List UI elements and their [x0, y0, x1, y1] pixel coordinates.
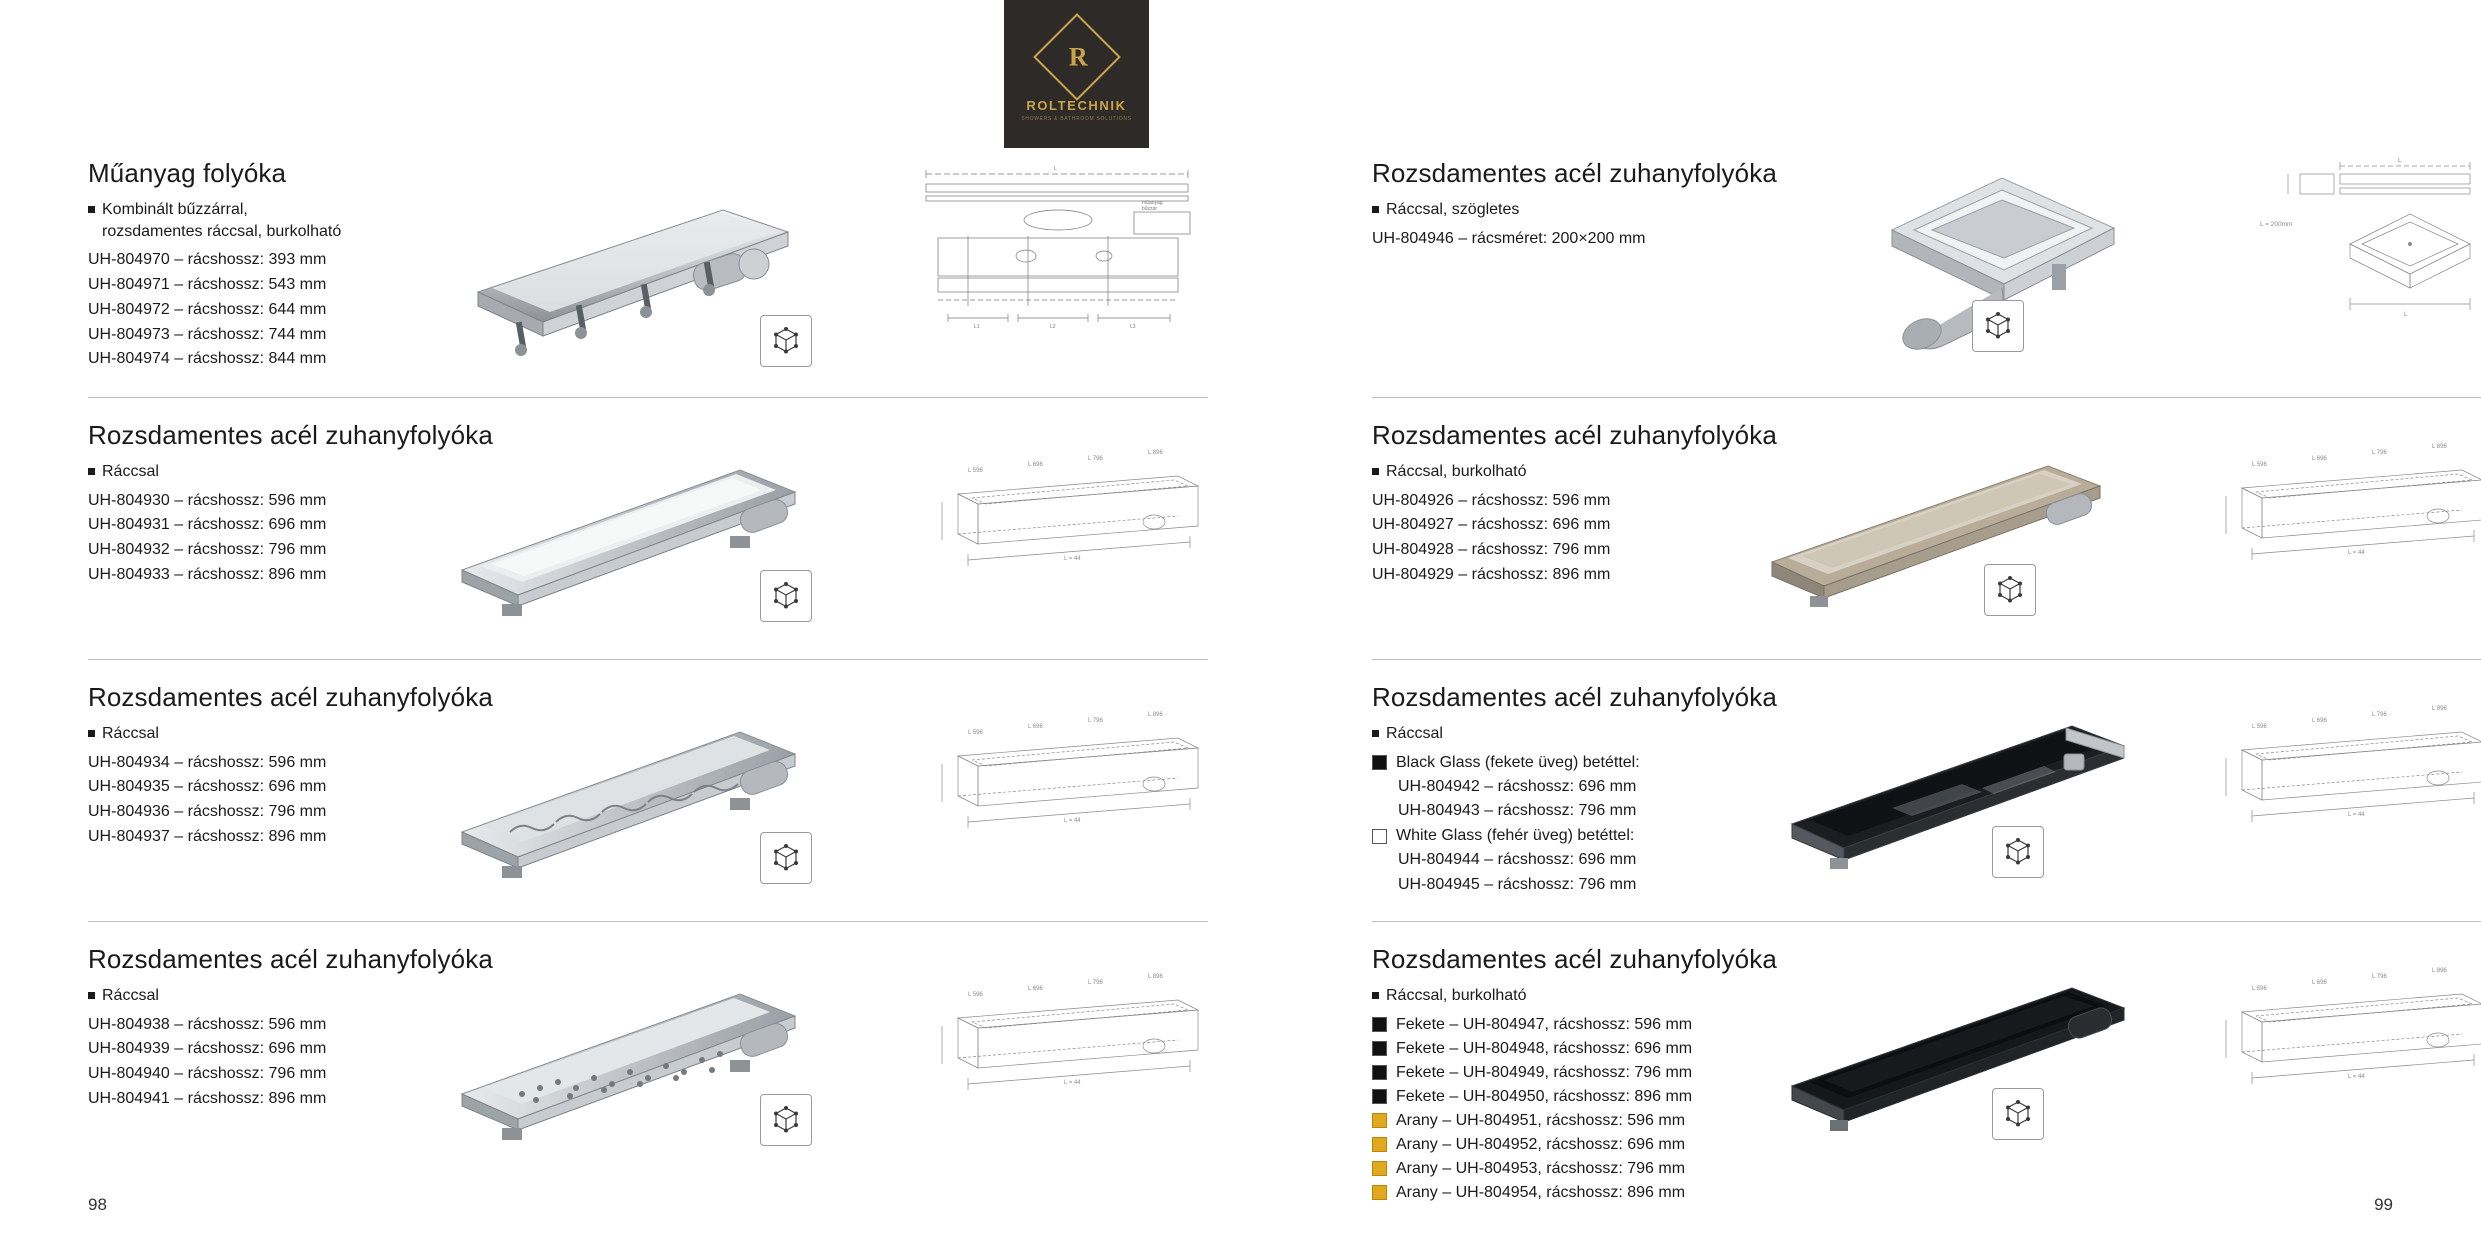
product-title: Rozsdamentes acél zuhanyfolyóka	[1372, 420, 1777, 450]
bullet-square-icon	[88, 206, 95, 213]
product-subtitle-line1: Ráccsal	[102, 987, 159, 1004]
tech-label: L 896	[2432, 444, 2447, 450]
3d-model-badge[interactable]	[760, 1094, 812, 1146]
tech-label: L = 44	[2348, 812, 2365, 818]
product-code: UH-804974 – rácshossz: 844 mm	[88, 350, 327, 368]
technical-drawing	[2212, 960, 2481, 1120]
logo-tagline: SHOWERS & BATHROOM SOLUTIONS	[1021, 116, 1132, 122]
svg-text:bűzzár: bűzzár	[1142, 206, 1158, 212]
product-code: UH-804936 – rácshossz: 796 mm	[88, 803, 327, 821]
brand-logo	[1004, 0, 1149, 148]
bullet-square-icon	[88, 730, 95, 737]
product-text	[1372, 150, 1932, 251]
product-block-rozsdamentes-szogletes	[1372, 150, 2481, 398]
tech-label: L = 44	[1064, 556, 1081, 562]
svg-text:L1: L1	[974, 324, 980, 330]
3d-model-badge[interactable]	[1984, 564, 2036, 616]
logo-name: ROLTECHNIK	[1026, 98, 1127, 113]
product-code: UH-804943 – rácshossz: 796 mm	[1398, 802, 1637, 820]
product-block-rozsdamentes-glass	[1372, 674, 2481, 922]
bullet-square-icon	[88, 992, 95, 999]
tech-label: L 796	[1088, 980, 1103, 986]
technical-drawing	[928, 966, 1218, 1126]
tech-label: L 596	[2252, 986, 2267, 992]
color-swatch-black-icon	[1372, 1065, 1387, 1080]
product-photo	[1752, 426, 2112, 626]
product-code: UH-804930 – rácshossz: 596 mm	[88, 491, 327, 509]
product-code: UH-804942 – rácshossz: 696 mm	[1398, 777, 1637, 795]
variant-line	[1372, 1157, 1932, 1181]
product-subtitle-line1: Ráccsal, szögletes	[1386, 201, 1520, 218]
product-code: UH-804940 – rácshossz: 796 mm	[88, 1065, 327, 1083]
product-title: Rozsdamentes acél zuhanyfolyóka	[88, 420, 493, 450]
tech-label: L = 200mm	[2260, 221, 2293, 228]
technical-drawing	[2212, 698, 2481, 858]
technical-drawing	[2212, 436, 2481, 596]
product-code: UH-804928 – rácshossz: 796 mm	[1372, 541, 1611, 559]
product-code: UH-804929 – rácshossz: 896 mm	[1372, 565, 1611, 583]
product-block-rozsdamentes-raccsal-2	[88, 674, 1208, 922]
variant-group-label: White Glass (fehér üveg) betéttel:	[1396, 827, 1635, 845]
product-title: Műanyag folyóka	[88, 158, 287, 188]
color-swatch-gold-icon	[1372, 1185, 1387, 1200]
bullet-square-icon	[88, 468, 95, 475]
product-block-rozsdamentes-raccsal-1	[88, 412, 1208, 660]
tech-label: L 896	[2432, 706, 2447, 712]
variant-label: Fekete – UH-804948, rácshossz: 696 mm	[1396, 1039, 1693, 1057]
3d-model-badge[interactable]	[760, 570, 812, 622]
product-code: UH-804944 – rácshossz: 696 mm	[1398, 851, 1637, 869]
3d-model-badge[interactable]	[1992, 826, 2044, 878]
color-swatch-gold-icon	[1372, 1113, 1387, 1128]
product-photo	[1772, 950, 2132, 1150]
color-swatch-black-icon	[1372, 755, 1387, 770]
color-swatch-white-icon	[1372, 829, 1387, 844]
3d-model-badge[interactable]	[760, 832, 812, 884]
color-swatch-gold-icon	[1372, 1137, 1387, 1152]
3d-model-icon	[769, 1103, 803, 1137]
tech-label: L 596	[968, 730, 983, 736]
tech-label: L 696	[2312, 980, 2327, 986]
tech-label: L 796	[1088, 718, 1103, 724]
technical-drawing	[908, 160, 1218, 360]
variant-line	[1372, 1181, 1932, 1205]
3d-model-icon	[769, 841, 803, 875]
product-code: UH-804931 – rácshossz: 696 mm	[88, 516, 327, 534]
3d-model-badge[interactable]	[1972, 300, 2024, 352]
product-code: UH-804970 – rácshossz: 393 mm	[88, 251, 327, 269]
product-subtitle-line2: rozsdamentes ráccsal, burkolható	[102, 222, 342, 240]
product-subtitle-line1: Ráccsal	[102, 725, 159, 742]
product-code: UH-804933 – rácshossz: 896 mm	[88, 565, 327, 583]
product-title: Rozsdamentes acél zuhanyfolyóka	[1372, 158, 1777, 188]
bullet-square-icon	[1372, 468, 1379, 475]
product-code: UH-804937 – rácshossz: 896 mm	[88, 827, 327, 845]
product-code: UH-804934 – rácshossz: 596 mm	[88, 753, 327, 771]
product-code: UH-804945 – rácshossz: 796 mm	[1398, 875, 1637, 893]
svg-text:L3: L3	[1130, 324, 1136, 330]
tech-label: L = 44	[2348, 1074, 2365, 1080]
tech-label: L 896	[2432, 968, 2447, 974]
variant-label: Fekete – UH-804950, rácshossz: 896 mm	[1396, 1087, 1693, 1105]
variant-label: Arany – UH-804953, rácshossz: 796 mm	[1396, 1159, 1686, 1177]
product-code: UH-804972 – rácshossz: 644 mm	[88, 300, 327, 318]
product-subtitle-line1: Kombinált bűzzárral,	[102, 201, 248, 218]
svg-text:L2: L2	[1050, 324, 1056, 330]
product-subtitle	[1372, 199, 1932, 221]
page-number-right: 99	[2374, 1195, 2393, 1214]
product-subtitle-line1: Ráccsal, burkolható	[1386, 987, 1527, 1004]
tech-label: L 696	[2312, 718, 2327, 724]
product-code: UH-804927 – rácshossz: 696 mm	[1372, 516, 1611, 534]
tech-label: L 896	[1148, 450, 1163, 456]
product-block-muanyag-folyoka	[88, 150, 1208, 398]
bullet-square-icon	[1372, 206, 1379, 213]
product-code: UH-804926 – rácshossz: 596 mm	[1372, 491, 1611, 509]
left-column	[88, 150, 1208, 1198]
3d-model-badge[interactable]	[760, 315, 812, 367]
3d-model-badge[interactable]	[1992, 1088, 2044, 1140]
product-photo	[458, 172, 808, 362]
product-code: UH-804973 – rácshossz: 744 mm	[88, 325, 327, 343]
product-code: UH-804971 – rácshossz: 543 mm	[88, 275, 327, 293]
3d-model-icon	[1981, 309, 2015, 343]
product-subtitle-line1: Ráccsal	[102, 463, 159, 480]
logo-monogram-icon	[1033, 13, 1121, 101]
tech-label: L 696	[1028, 462, 1043, 468]
tech-label: L 696	[2312, 456, 2327, 462]
variant-label: Arany – UH-804952, rácshossz: 696 mm	[1396, 1135, 1686, 1153]
product-title: Rozsdamentes acél zuhanyfolyóka	[88, 682, 493, 712]
3d-model-icon	[2001, 835, 2035, 869]
product-photo	[1772, 688, 2132, 888]
tech-label: L	[2398, 157, 2402, 164]
variant-group-label: Black Glass (fekete üveg) betéttel:	[1396, 753, 1640, 771]
product-code: UH-804932 – rácshossz: 796 mm	[88, 541, 327, 559]
3d-model-icon	[2001, 1097, 2035, 1131]
product-block-rozsdamentes-burkolhato-fekete-arany	[1372, 936, 2481, 1219]
bullet-square-icon	[1372, 730, 1379, 737]
tech-label: L	[2404, 311, 2408, 318]
variant-label: Arany – UH-804954, rácshossz: 896 mm	[1396, 1183, 1686, 1201]
variant-label: Fekete – UH-804947, rácshossz: 596 mm	[1396, 1015, 1693, 1033]
color-swatch-black-icon	[1372, 1017, 1387, 1032]
product-title: Rozsdamentes acél zuhanyfolyóka	[1372, 682, 1777, 712]
right-column	[1372, 150, 2481, 1233]
3d-model-icon	[1993, 573, 2027, 607]
logo-monogram-text: R	[1068, 42, 1085, 71]
technical-drawing	[928, 442, 1218, 602]
product-code: UH-804939 – rácshossz: 696 mm	[88, 1040, 327, 1058]
3d-model-icon	[769, 324, 803, 358]
tech-label: L 796	[2372, 450, 2387, 456]
tech-label: L 896	[1148, 974, 1163, 980]
variant-label: Arany – UH-804951, rácshossz: 596 mm	[1396, 1111, 1686, 1129]
tech-label: L 896	[1148, 712, 1163, 718]
product-code: UH-804935 – rácshossz: 696 mm	[88, 778, 327, 796]
bullet-square-icon	[1372, 992, 1379, 999]
tech-label: L = 44	[1064, 818, 1081, 824]
tech-label: L 696	[1028, 724, 1043, 730]
product-block-rozsdamentes-burkolhato-1	[1372, 412, 2481, 660]
3d-model-icon	[769, 579, 803, 613]
product-block-rozsdamentes-raccsal-3	[88, 936, 1208, 1184]
product-code: UH-804938 – rácshossz: 596 mm	[88, 1015, 327, 1033]
tech-label: L 796	[2372, 712, 2387, 718]
svg-text:müanyag: müanyag	[1142, 200, 1163, 206]
product-title: Rozsdamentes acél zuhanyfolyóka	[88, 944, 493, 974]
tech-label: L 596	[968, 468, 983, 474]
page-number-left: 98	[88, 1195, 107, 1214]
product-code: UH-804946 – rácsméret: 200×200 mm	[1372, 229, 1646, 247]
tech-label: L 596	[2252, 462, 2267, 468]
technical-drawing	[2200, 154, 2481, 344]
tech-label: L 796	[1088, 456, 1103, 462]
color-swatch-gold-icon	[1372, 1161, 1387, 1176]
color-swatch-black-icon	[1372, 1041, 1387, 1056]
variant-label: Fekete – UH-804949, rácshossz: 796 mm	[1396, 1063, 1693, 1081]
tech-label: L 696	[1028, 986, 1043, 992]
product-code: UH-804941 – rácshossz: 896 mm	[88, 1089, 327, 1107]
tech-label: L = 44	[1064, 1080, 1081, 1086]
tech-label: L = 44	[2348, 550, 2365, 556]
product-code-list	[1372, 227, 1932, 252]
svg-text:L: L	[1054, 166, 1057, 172]
product-title: Rozsdamentes acél zuhanyfolyóka	[1372, 944, 1777, 974]
tech-label: L 596	[2252, 724, 2267, 730]
product-subtitle-line1: Ráccsal	[1386, 725, 1443, 742]
tech-label: L 796	[2372, 974, 2387, 980]
product-subtitle-line1: Ráccsal, burkolható	[1386, 463, 1527, 480]
tech-label: L 596	[968, 992, 983, 998]
color-swatch-black-icon	[1372, 1089, 1387, 1104]
technical-drawing	[928, 704, 1218, 864]
